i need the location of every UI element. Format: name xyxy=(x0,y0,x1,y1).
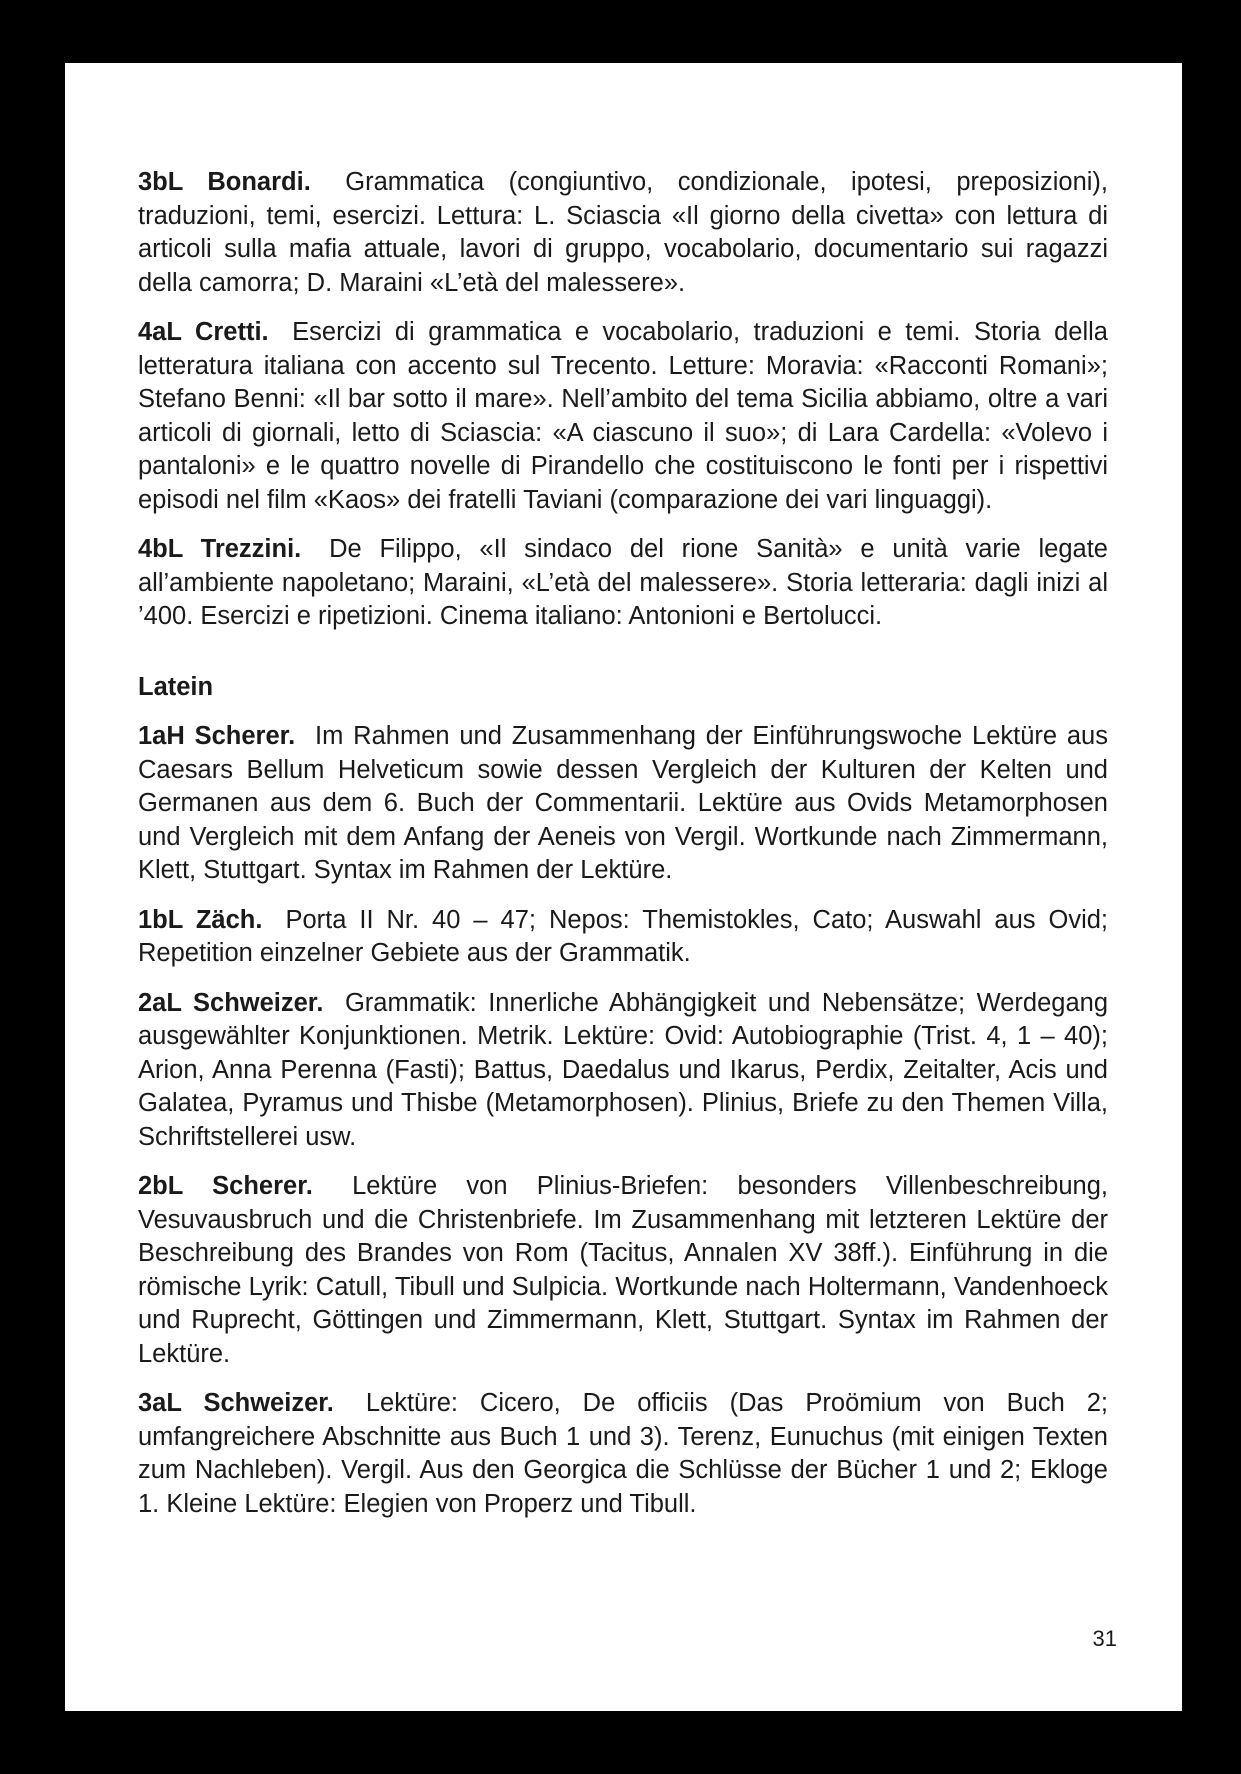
course-entry-2al xyxy=(138,987,1108,1155)
course-description: Esercizi di grammatica e vocabolario, traduzioni e temi. Storia della letteratura italiana con accento sul Trecento. Letture: Moravia: «Racconti Romani»; Stefano Benni: «Il bar sotto il mare». Nell’ambito del tema Sicilia abbiamo, oltre a vari articoli di giornali, letto di Sciascia: «A ciascuno il suo»; di Lara Cardella: «Volevo i pantaloni» e le quattro novelle di Pirandello che costituiscono le fonti per i rispettivi episodi nel film «Kaos» dei fratelli Taviani (comparazione dei vari linguaggi). xyxy=(138,318,1108,514)
course-label: 3aL Schweizer. xyxy=(138,1389,334,1417)
course-label: 1aH Scherer. xyxy=(138,722,296,750)
course-entry-3bl xyxy=(138,166,1108,300)
course-description: Grammatica (congiuntivo, condizionale, ipotesi, preposizioni), traduzioni, temi, esercizi. Lettura: L. Sciascia «Il giorno della civetta» con lettura di articoli sulla mafia attuale, lavori di gruppo, vocabolario, documentario sui ragazzi della camorra; D. Maraini «L’età del malessere». xyxy=(138,168,1108,297)
course-label: 4bL Trezzini. xyxy=(138,535,302,563)
course-description: De Filippo, «Il sindaco del rione Sanità» e unità varie legate all’ambiente napoletano; Maraini, «L’età del malessere». Storia letteraria: dagli inizi al ’400. Esercizi e ripetizioni. Cinema italiano: Antonioni e Bertolucci. xyxy=(138,535,1108,630)
course-entry-1ah xyxy=(138,720,1108,888)
course-label: 2aL Schweizer. xyxy=(138,988,324,1017)
course-label: 3bL Bonardi. xyxy=(138,168,311,196)
course-description: Porta II Nr. 40 – 47; Nepos: Themistokles, Cato; Auswahl aus Ovid; Repetition einzelner Gebiete aus der Grammatik. xyxy=(138,905,1108,967)
course-entry-4al xyxy=(138,316,1108,517)
course-label: 1bL Zäch. xyxy=(138,905,263,934)
course-description: Lektüre von Plinius-Briefen: besonders Villenbeschreibung, Vesuvausbruch und die Christenbriefe. Im Zusammenhang mit letzteren Lektüre der Beschreibung des Brandes von Rom (Tacitus, Annalen XV 38ff.). Einführung in die römische Lyrik: Catull, Tibull und Sulpicia. Wortkunde nach Holtermann, Vandenhoeck und Ruprecht, Göttingen und Zimmermann, Klett, Stuttgart. Syntax im Rahmen der Lektüre. xyxy=(138,1172,1108,1368)
course-description: Im Rahmen und Zusammenhang der Einführungswoche Lektüre aus Caesars Bellum Helveticum sowie dessen Vergleich der Kulturen der Kelten und Germanen aus dem 6. Buch der Commentarii. Lektüre aus Ovids Metamorphosen und Vergleich mit dem Anfang der Aeneis von Vergil. Wortkunde nach Zimmermann, Klett, Stuttgart. Syntax im Rahmen der Lektüre. xyxy=(138,722,1108,884)
course-entry-3al xyxy=(138,1387,1108,1521)
course-entry-4bl xyxy=(138,533,1108,634)
document-page xyxy=(65,63,1182,1711)
course-label: 4aL Cretti. xyxy=(138,318,269,346)
course-description: Grammatik: Innerliche Abhängigkeit und Nebensätze; Werdegang ausgewählter Konjunktionen. Metrik. Lektüre: Ovid: Autobiographie (Trist. 4, 1 – 40); Arion, Anna Perenna (Fasti); Battus, Daedalus und Ikarus, Perdix, Zeitalter, Acis und Galatea, Pyramus und Thisbe (Metamorphosen). Plinius, Briefe zu den Themen Villa, Schriftstellerei usw. xyxy=(138,988,1108,1151)
course-description: Lektüre: Cicero, De officiis (Das Proömium von Buch 2; umfangreichere Abschnitte aus Buch 1 und 3). Terenz, Eunuchus (mit einigen Texten zum Nachleben). Vergil. Aus den Georgica die Schlüsse der Bücher 1 und 2; Ekloge 1. Kleine Lektüre: Elegien von Properz und Tibull. xyxy=(138,1389,1108,1518)
course-label: 2bL Scherer. xyxy=(138,1172,313,1200)
course-entry-1bl xyxy=(138,904,1108,971)
page-content xyxy=(138,166,1108,1521)
section-heading-latein: Latein xyxy=(138,672,214,701)
page-number: 31 xyxy=(1092,1626,1117,1651)
course-entry-2bl xyxy=(138,1170,1108,1371)
